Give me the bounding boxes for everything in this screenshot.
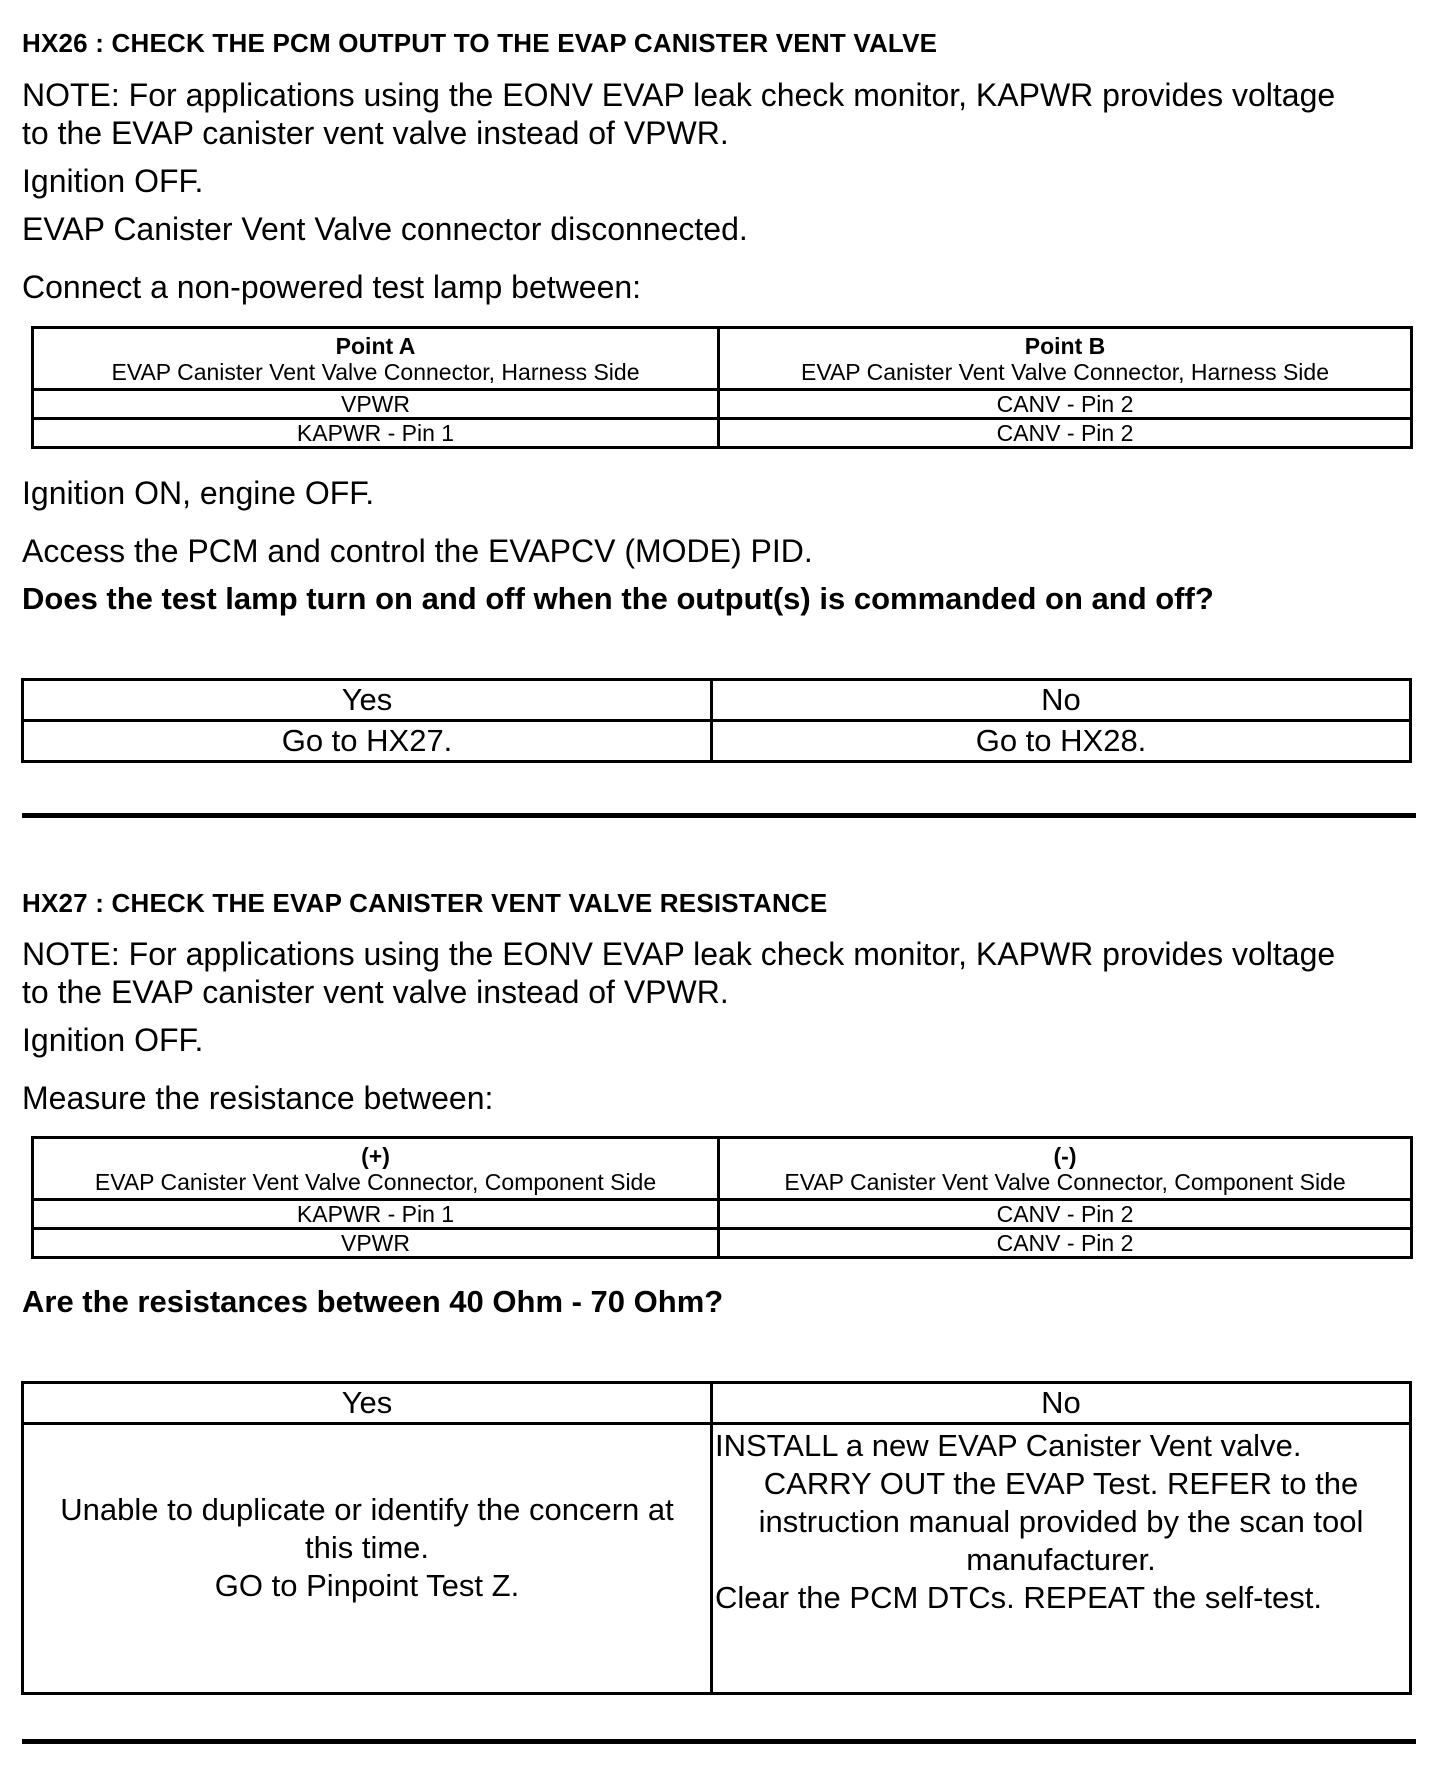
hx26-col-a-title: Point A: [335, 332, 416, 359]
hx27-yes-line: GO to Pinpoint Test Z.: [214, 1567, 520, 1603]
table-cell: KAPWR - Pin 1: [33, 419, 719, 448]
hx26-step-test-lamp: Connect a non-powered test lamp between:: [22, 269, 642, 305]
table-cell: CANV - Pin 2: [719, 1200, 1412, 1229]
hx26-heading: HX26 : CHECK THE PCM OUTPUT TO THE EVAP CANISTER VENT VALVE: [22, 28, 938, 58]
hx26-step-ignition-on: Ignition ON, engine OFF.: [22, 475, 375, 511]
hx27-yes-header: Yes: [23, 1383, 712, 1424]
hx26-col-b-title: Point B: [1024, 332, 1106, 359]
table-cell: CANV - Pin 2: [719, 390, 1412, 419]
table-row: [33, 1229, 1412, 1258]
hx26-no-header: No: [712, 680, 1411, 721]
hx27-result-table: [21, 1381, 1412, 1695]
table-row: [23, 680, 1411, 721]
hx26-step-access-pcm: Access the PCM and control the EVAPCV (MODE) PID.: [22, 533, 813, 569]
hx27-yes-line: this time.: [304, 1529, 430, 1565]
hx26-result-table: [21, 678, 1412, 763]
hx27-heading: HX27 : CHECK THE EVAP CANISTER VENT VALVE RESISTANCE: [22, 888, 828, 918]
hx26-question: Does the test lamp turn on and off when the output(s) is commanded on and off?: [22, 581, 1214, 616]
hx27-resistance-table: [31, 1136, 1413, 1259]
hx27-no-line: CARRY OUT the EVAP Test. REFER to the: [763, 1466, 1359, 1501]
hx27-step-measure: Measure the resistance between:: [22, 1080, 494, 1116]
hx27-no-line: INSTALL a new EVAP Canister Vent valve.: [715, 1428, 1302, 1463]
section-divider: [22, 1739, 1416, 1744]
hx27-note-line2: to the EVAP canister vent valve instead of VPWR.: [22, 974, 729, 1010]
hx27-col-minus-sub: EVAP Canister Vent Valve Connector, Component Side: [784, 1168, 1346, 1195]
hx27-yes-line: Unable to duplicate or identify the concern at: [60, 1491, 674, 1527]
hx26-connection-table: [31, 326, 1413, 449]
table-cell: CANV - Pin 2: [719, 419, 1412, 448]
table-row: [33, 419, 1412, 448]
hx27-col-minus-header: [719, 1138, 1412, 1200]
table-cell: CANV - Pin 2: [719, 1229, 1412, 1258]
hx27-col-plus-title: (+): [361, 1142, 390, 1169]
table-cell: KAPWR - Pin 1: [33, 1200, 719, 1229]
table-cell: VPWR: [33, 390, 719, 419]
hx26-step-connector: EVAP Canister Vent Valve connector disconnected.: [22, 211, 748, 247]
hx27-no-line: manufacturer.: [966, 1542, 1156, 1577]
hx26-yes-header: Yes: [23, 680, 712, 721]
table-row: [33, 390, 1412, 419]
hx27-step-ignition-off: Ignition OFF.: [22, 1022, 204, 1058]
table-row: [23, 721, 1411, 762]
hx26-col-a-sub: EVAP Canister Vent Valve Connector, Harness Side: [111, 358, 640, 385]
table-row: [33, 1200, 1412, 1229]
hx27-col-minus-title: (-): [1053, 1142, 1077, 1169]
hx27-no-line: Clear the PCM DTCs. REPEAT the self-test.: [715, 1580, 1322, 1615]
hx27-no-header: No: [712, 1383, 1411, 1424]
hx27-no-action: [712, 1424, 1411, 1694]
hx27-no-line: instruction manual provided by the scan tool: [758, 1504, 1364, 1539]
hx26-note-line1: NOTE: For applications using the EONV EVAP leak check monitor, KAPWR provides voltage: [22, 77, 1336, 113]
table-row: [33, 1138, 1412, 1200]
hx27-col-plus-sub: EVAP Canister Vent Valve Connector, Component Side: [94, 1168, 657, 1195]
section-divider: [22, 813, 1416, 818]
hx26-col-b-header: [719, 328, 1412, 390]
table-row: [23, 1424, 1411, 1694]
hx26-yes-action: Go to HX27.: [23, 721, 712, 762]
table-row: [33, 328, 1412, 390]
hx26-col-a-header: [33, 328, 719, 390]
hx27-col-plus-header: [33, 1138, 719, 1200]
hx27-note-line1: NOTE: For applications using the EONV EVAP leak check monitor, KAPWR provides voltage: [22, 936, 1336, 972]
hx26-col-b-sub: EVAP Canister Vent Valve Connector, Harness Side: [800, 358, 1329, 385]
table-row: [23, 1383, 1411, 1424]
hx26-step-ignition-off: Ignition OFF.: [22, 163, 204, 199]
table-cell: VPWR: [33, 1229, 719, 1258]
hx27-yes-action: [23, 1424, 712, 1694]
hx26-note-line2: to the EVAP canister vent valve instead of VPWR.: [22, 115, 729, 151]
hx26-no-action: Go to HX28.: [712, 721, 1411, 762]
hx27-question: Are the resistances between 40 Ohm - 70 Ohm?: [22, 1284, 724, 1319]
